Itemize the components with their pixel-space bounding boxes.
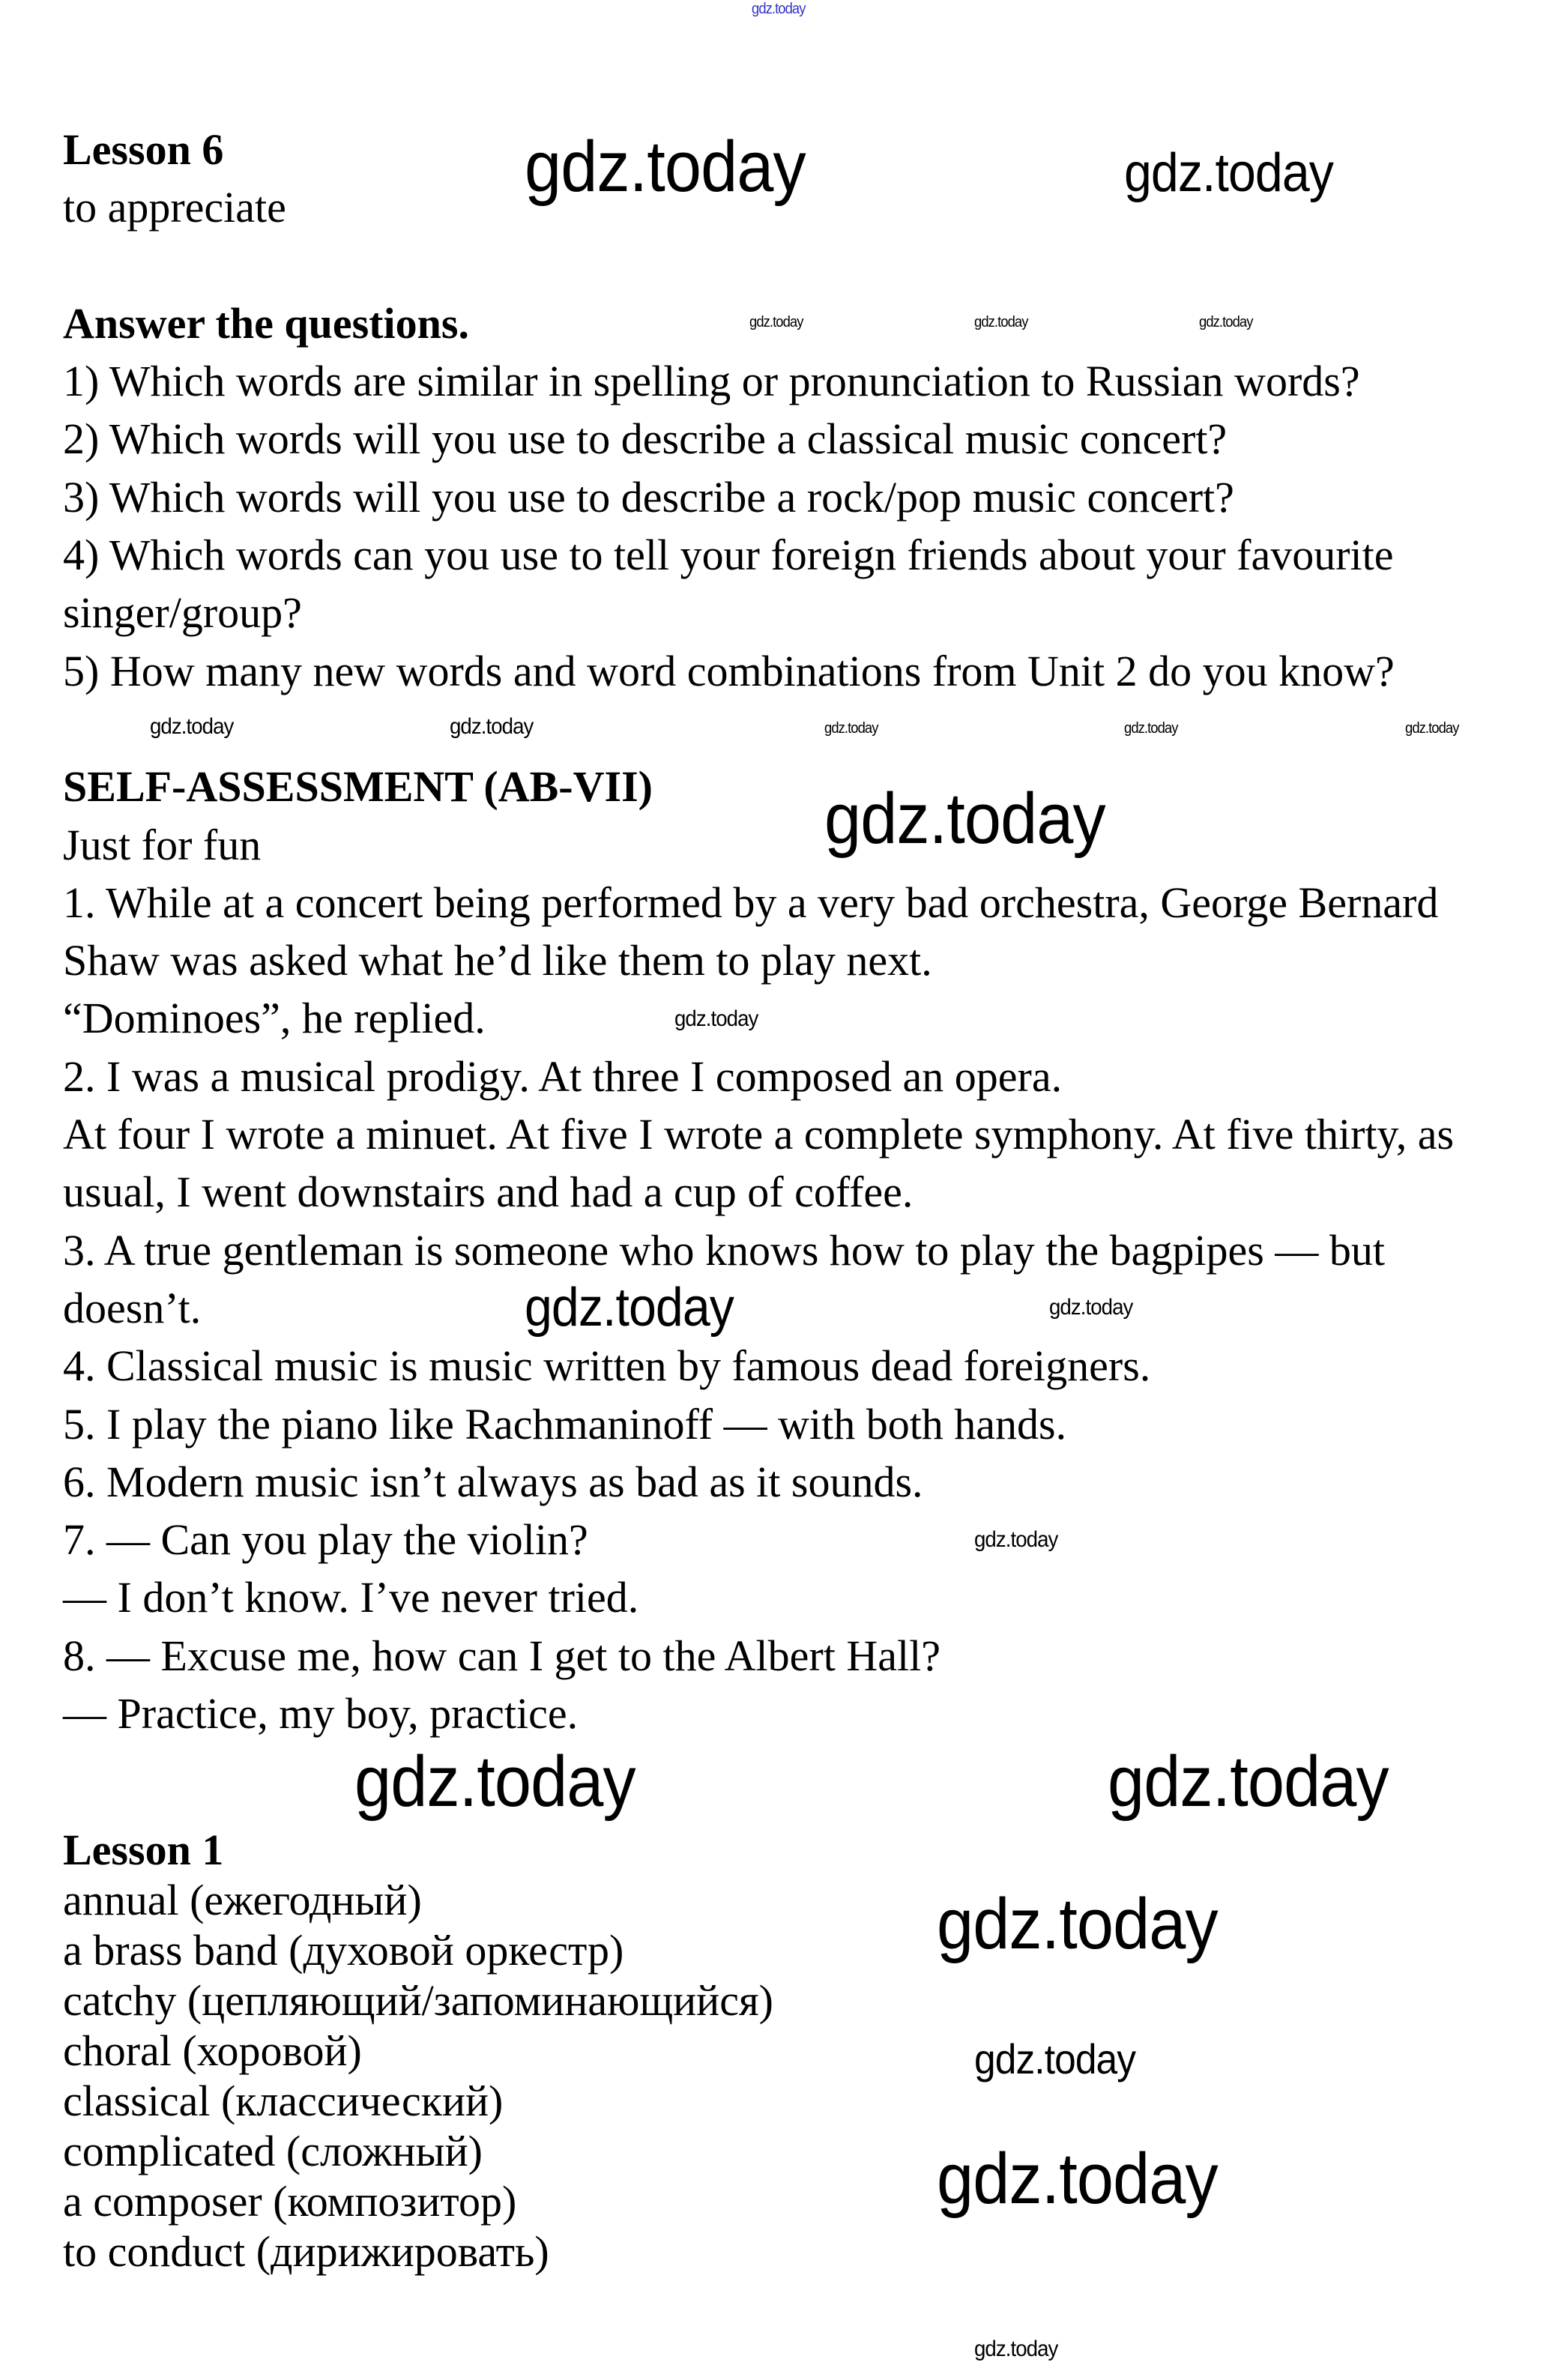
watermark: gdz.today	[674, 1006, 758, 1031]
watermark: gdz.today	[974, 2035, 1136, 2082]
joke-line: 2. I was a musical prodigy. At three I composed an opera.	[63, 1051, 1063, 1101]
joke-line: At four I wrote a minuet. At five I wrote a complete symphony. At five thirty, as	[63, 1110, 1455, 1159]
self-assessment-title: SELF-ASSESSMENT (AB-VII)	[63, 762, 653, 812]
watermark: gdz.today	[150, 714, 234, 739]
watermark: gdz.today	[1124, 720, 1178, 737]
joke-line: 1. While at a concert being performed by a very bad orchestra, George Bernard	[63, 878, 1439, 927]
question: singer/group?	[63, 588, 302, 638]
joke-line: 7. — Can you play the violin?	[63, 1515, 588, 1565]
vocab-item: a composer (композитор)	[63, 2177, 517, 2226]
joke-line: 5. I play the piano like Rachmaninoff — with both hands.	[63, 1399, 1067, 1449]
vocab-item: annual (ежегодный)	[63, 1876, 422, 1925]
vocab-item: classical (классический)	[63, 2077, 504, 2126]
watermark: gdz.today	[525, 127, 806, 207]
watermark: gdz.today	[974, 314, 1028, 330]
lesson6-word: to appreciate	[63, 183, 286, 232]
question: 3) Which words will you use to describe a rock/pop music concert?	[63, 472, 1234, 522]
watermark: gdz.today	[752, 1, 806, 17]
joke-line: doesn’t.	[63, 1283, 202, 1332]
watermark: gdz.today	[974, 2337, 1058, 2361]
document-body	[63, 121, 1502, 2277]
watermark: gdz.today	[525, 1278, 734, 1338]
watermark: gdz.today	[450, 714, 534, 739]
vocab-item: to conduct (дирижировать)	[63, 2227, 549, 2277]
joke-line: Shaw was asked what he’d like them to play next.	[63, 936, 932, 985]
lesson6-title: Lesson 6	[63, 125, 224, 174]
joke-line: — I don’t know. I’ve never tried.	[63, 1573, 639, 1622]
lesson6-task: Answer the questions.	[63, 298, 469, 348]
vocab-item: complicated (сложный)	[63, 2127, 483, 2176]
watermark: gdz.today	[1405, 720, 1459, 737]
watermark: gdz.today	[1199, 314, 1253, 330]
watermark: gdz.today	[749, 314, 803, 330]
joke-line: 8. — Excuse me, how can I get to the Albert Hall?	[63, 1631, 940, 1680]
joke-line: usual, I went downstairs and had a cup of coffee.	[63, 1168, 914, 1217]
watermark: gdz.today	[824, 779, 1105, 859]
vocab-item: choral (хоровой)	[63, 2026, 362, 2076]
question: 1) Which words are similar in spelling or pronunciation to Russian words?	[63, 357, 1360, 406]
vocabulary-list	[63, 1875, 1502, 2277]
joke-line: 3. A true gentleman is someone who knows how to play the bagpipes — but	[63, 1225, 1385, 1275]
watermark: gdz.today	[354, 1742, 635, 1822]
lesson1-title: Lesson 1	[63, 1825, 224, 1875]
watermark: gdz.today	[937, 1884, 1218, 1964]
vocab-item: a brass band (духовой оркестр)	[63, 1926, 624, 1975]
joke-line: — Practice, my boy, practice.	[63, 1689, 579, 1739]
question: 2) Which words will you use to describe a classical music concert?	[63, 414, 1228, 464]
watermark: gdz.today	[1108, 1742, 1389, 1822]
watermark: gdz.today	[1124, 143, 1333, 203]
watermark: gdz.today	[1049, 1295, 1133, 1320]
watermark: gdz.today	[974, 1527, 1058, 1552]
self-assessment-subtitle: Just for fun	[63, 820, 262, 869]
joke-line: 4. Classical music is music written by famous dead foreigners.	[63, 1341, 1151, 1391]
vocab-item: catchy (цепляющий/запоминающийся)	[63, 1976, 773, 2026]
joke-line: 6. Modern music isn’t always as bad as it sounds.	[63, 1457, 923, 1506]
watermark: gdz.today	[824, 720, 878, 737]
question: 5) How many new words and word combinations from Unit 2 do you know?	[63, 646, 1395, 695]
joke-line: “Dominoes”, he replied.	[63, 994, 486, 1043]
watermark: gdz.today	[937, 2139, 1218, 2219]
question: 4) Which words can you use to tell your foreign friends about your favourite	[63, 531, 1394, 580]
